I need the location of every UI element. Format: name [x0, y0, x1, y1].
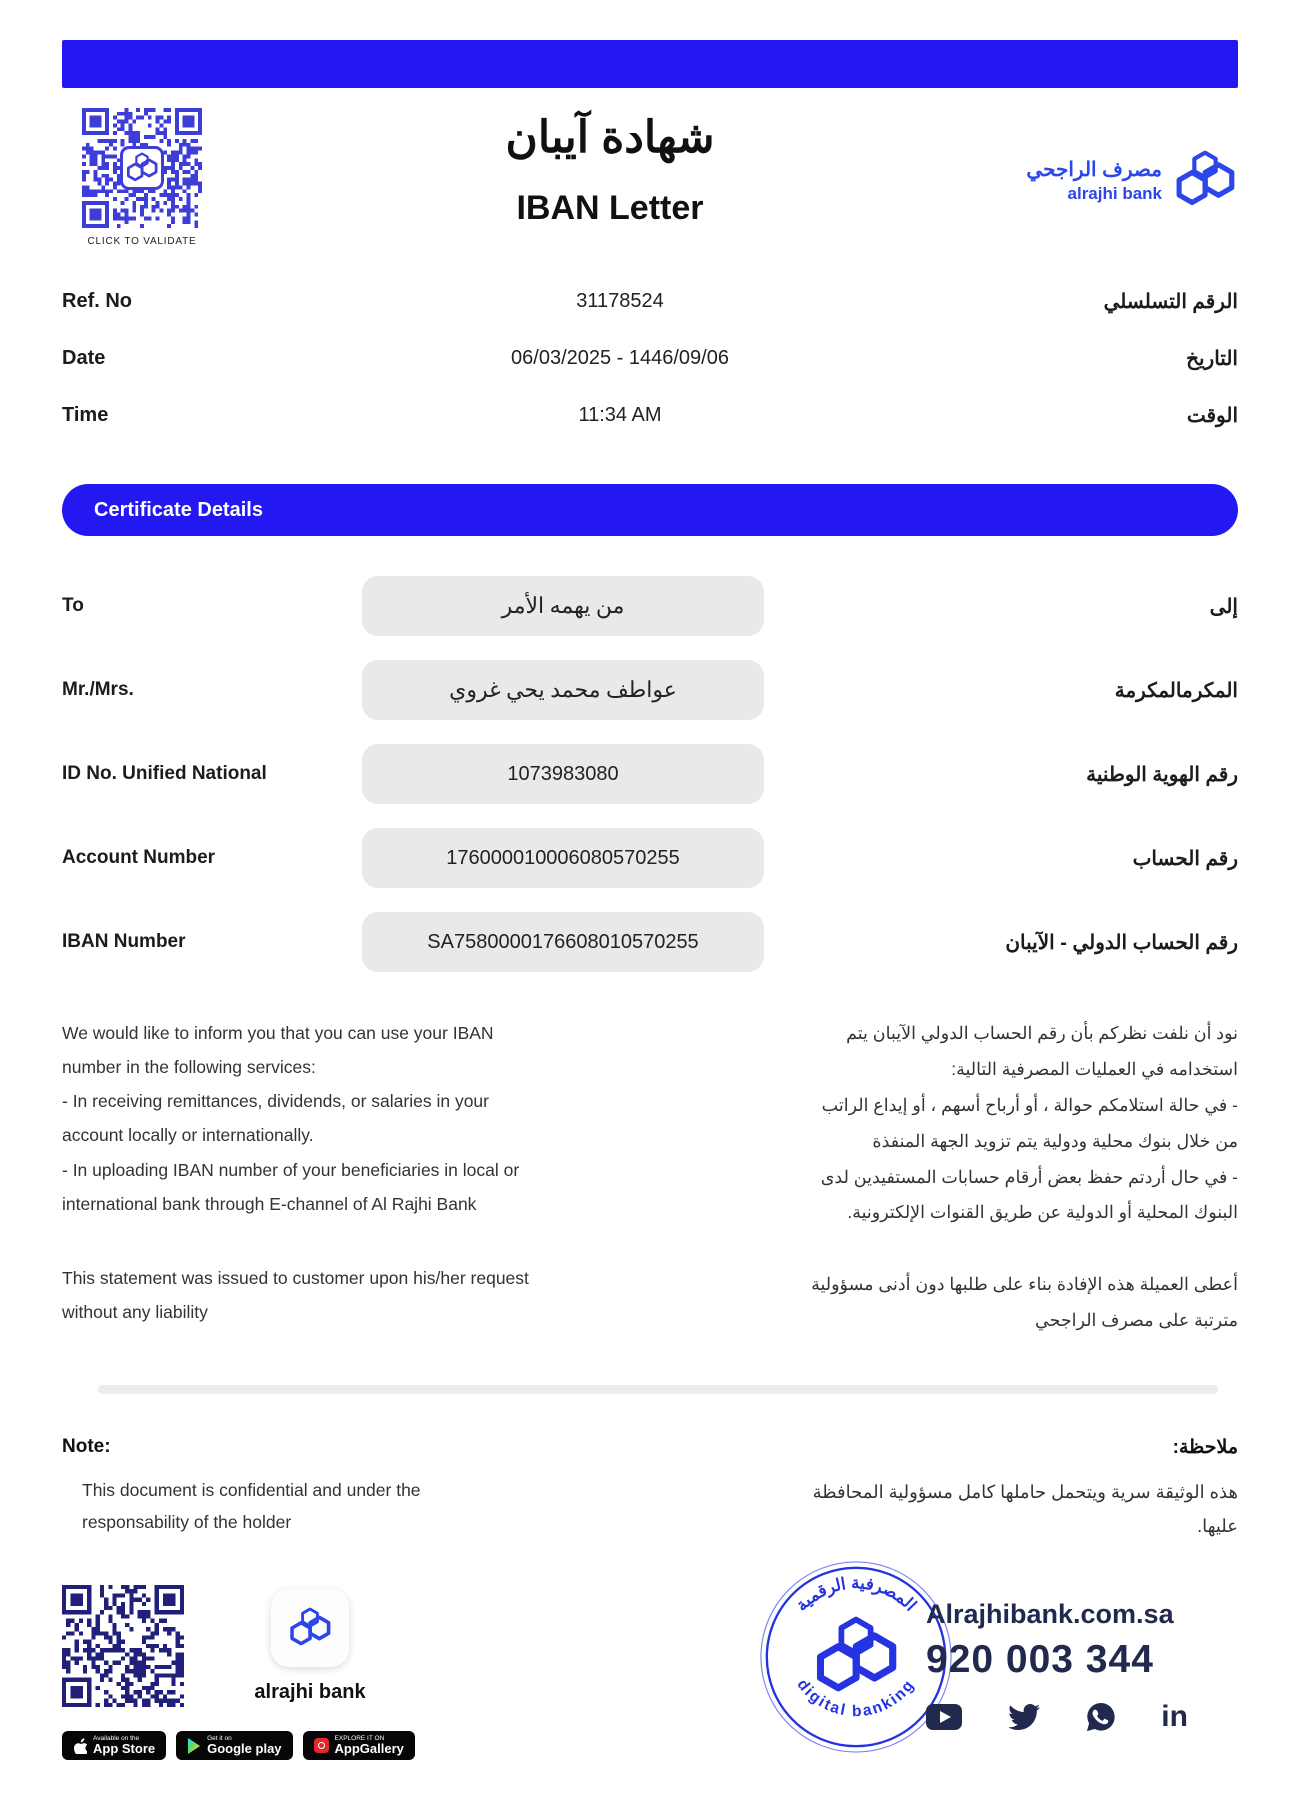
google-play-icon	[187, 1738, 201, 1754]
name-value: عواطف محمد يحي غروي	[362, 660, 764, 720]
footer-qr-code[interactable]	[62, 1585, 184, 1707]
validation-qr-block[interactable]	[62, 108, 222, 247]
website-link[interactable]: Alrajhibank.com.sa	[926, 1599, 1174, 1630]
id-number-row	[62, 744, 1238, 804]
account-number-label: Account Number	[62, 847, 216, 868]
brand-name-arabic: مصرف الراجحي	[1026, 158, 1162, 181]
qr-caption: CLICK TO VALIDATE	[87, 236, 197, 247]
appgallery-icon	[314, 1738, 329, 1753]
social-icons	[926, 1700, 1188, 1734]
iban-number-row	[62, 912, 1238, 972]
ar-statement: أعطى العميلة هذه الإفادة بناء على طلبها دون أدنى مسؤولية مترتبة على مصرف الراجحي	[811, 1274, 1238, 1331]
to-label-arabic: إلى	[1209, 595, 1238, 618]
store-badges	[62, 1731, 415, 1760]
to-label: To	[62, 595, 84, 616]
apple-icon	[73, 1737, 87, 1754]
en-statement: This statement was issued to customer upon his/her request without any liability	[62, 1267, 529, 1322]
id-number-label: ID No. Unified National	[62, 763, 267, 784]
alrajhi-emblem-icon	[123, 149, 161, 187]
alrajhi-app-icon	[271, 1589, 349, 1667]
account-number-value: 176000010006080570255	[362, 828, 764, 888]
google-play-badge[interactable]: Get it on Google play	[176, 1731, 292, 1760]
validation-qr-code[interactable]	[82, 108, 202, 228]
time-value: 11:34 AM	[578, 404, 662, 426]
ref-no-value: 31178524	[576, 290, 664, 312]
en-item-2: - In uploading IBAN number of your beneficiaries in local or international bank through E-channel of Al Rajhi Bank	[62, 1159, 520, 1214]
meta-section	[62, 273, 1238, 444]
account-number-label-arabic: رقم الحساب	[1132, 847, 1238, 870]
app-store-badge[interactable]: Available on the App Store	[62, 1731, 166, 1760]
note-label-arabic: ملاحظة:	[1172, 1437, 1238, 1458]
id-number-value: 1073983080	[362, 744, 764, 804]
certificate-details-header	[62, 484, 1238, 536]
document-header	[62, 108, 1238, 247]
time-label: Time	[62, 404, 109, 426]
id-number-label-arabic: رقم الهوية الوطنية	[1086, 763, 1238, 786]
iban-number-label-arabic: رقم الحساب الدولي - الآيبان	[1005, 931, 1238, 954]
whatsapp-icon[interactable]	[1086, 1702, 1116, 1732]
ar-item-1: - في حالة استلامكم حوالة ، أو أرباح أسهم ، أو إيداع الراتب من خلال بنوك محلية ودولية يتم تزويد الجهة المنفذة	[821, 1094, 1238, 1151]
account-number-row	[62, 828, 1238, 888]
youtube-icon[interactable]	[926, 1704, 962, 1730]
document-footer	[62, 1573, 1238, 1803]
certificate-fields	[62, 576, 1238, 972]
name-label-arabic: المكرمالمكرمة	[1114, 679, 1238, 702]
info-paragraph-arabic	[808, 1016, 1238, 1339]
phone-number: 920 003 344	[926, 1638, 1154, 1682]
ar-intro: نود أن نلفت نظركم بأن رقم الحساب الدولي الآيبان يتم استخدامه في العمليات المصرفية التالية:	[846, 1023, 1238, 1079]
alrajhi-emblem-icon	[1172, 144, 1238, 216]
info-paragraph-english	[62, 1016, 552, 1339]
en-item-1: - In receiving remittances, dividends, or salaries in your account locally or internationally.	[62, 1091, 489, 1146]
time-row	[62, 387, 1238, 444]
appgallery-badge[interactable]: EXPLORE IT ON AppGallery	[303, 1731, 415, 1760]
ref-no-label: Ref. No	[62, 290, 132, 312]
section-divider	[98, 1385, 1218, 1394]
document-title: IBAN Letter	[516, 189, 704, 227]
name-label: Mr./Mrs.	[62, 679, 134, 700]
ref-no-label-arabic: الرقم التسلسلي	[1103, 291, 1238, 313]
iban-number-value: SA7580000176608010570255	[362, 912, 764, 972]
linkedin-icon[interactable]: in	[1161, 1700, 1188, 1734]
alrajhi-emblem-icon	[287, 1603, 333, 1653]
en-intro: We would like to inform you that you can use your IBAN number in the following services:	[62, 1023, 494, 1078]
digital-banking-seal	[758, 1559, 954, 1755]
note-text-arabic: هذه الوثيقة سرية ويتحمل حاملها كامل مسؤولية المحافظة عليها.	[812, 1482, 1238, 1537]
seal-text-arabic: المصرفية الرقمية	[792, 1573, 921, 1616]
svg-text:digital banking	[793, 1677, 918, 1721]
ar-item-2: - في حال أردتم حفظ بعض أرقام حسابات المستفيدين لدى البنوك المحلية أو الدولية عن طريق القنوات الإلكترونية.	[820, 1166, 1238, 1223]
document-title-arabic: شهادة آيبان	[505, 113, 715, 162]
ref-no-row	[62, 273, 1238, 330]
note-label: Note:	[62, 1436, 111, 1457]
date-row	[62, 330, 1238, 387]
info-paragraphs	[62, 1016, 1238, 1339]
iban-number-label: IBAN Number	[62, 931, 186, 952]
brand-name: alrajhi bank	[1067, 183, 1162, 203]
alrajhi-bank-logo	[998, 144, 1238, 216]
seal-text-english: digital banking	[793, 1676, 919, 1721]
top-banner	[62, 40, 1238, 88]
qr-center-logo	[120, 146, 164, 190]
to-value: من يهمه الأمر	[362, 576, 764, 636]
note-text-english: This document is confidential and under the responsability of the holder	[82, 1480, 421, 1532]
twitter-icon[interactable]	[1008, 1704, 1040, 1731]
to-row	[62, 576, 1238, 636]
footer-brand-name: alrajhi bank	[254, 1681, 366, 1704]
certificate-details-title: Certificate Details	[94, 498, 263, 521]
date-label: Date	[62, 347, 106, 369]
date-value: 06/03/2025 - 1446/09/06	[511, 347, 729, 369]
time-label-arabic: الوقت	[1186, 405, 1238, 427]
date-label-arabic: التاريخ	[1186, 348, 1238, 370]
name-row	[62, 660, 1238, 720]
